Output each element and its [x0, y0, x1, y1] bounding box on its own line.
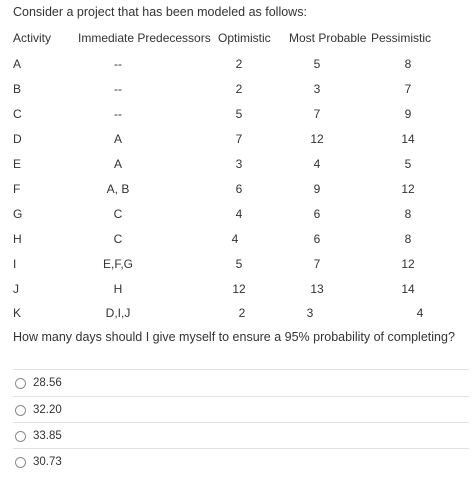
- radio-button[interactable]: [15, 457, 26, 468]
- optimistic-cell: 6: [235, 182, 243, 196]
- most-probable-cell: 3: [306, 306, 314, 320]
- answer-option-label: 33.85: [33, 430, 62, 442]
- optimistic-cell: 12: [232, 282, 246, 296]
- optimistic-cell: 2: [235, 57, 243, 71]
- header-predecessors: Immediate Predecessors: [78, 31, 211, 45]
- pessimistic-cell: 8: [404, 57, 412, 71]
- radio-button[interactable]: [15, 405, 26, 416]
- answer-option[interactable]: [13, 369, 469, 396]
- predecessor-cell: A, B: [106, 182, 130, 196]
- header-pessimistic: Pessimistic: [371, 31, 432, 45]
- answer-option-label: 32.20: [33, 404, 62, 416]
- activity-cell: K: [13, 306, 22, 320]
- most-probable-cell: 3: [313, 82, 321, 96]
- optimistic-cell: 2: [238, 306, 246, 320]
- most-probable-cell: 13: [310, 282, 324, 296]
- predecessor-cell: A: [113, 132, 123, 146]
- optimistic-cell: 3: [235, 157, 243, 171]
- header-activity: Activity: [13, 31, 52, 45]
- most-probable-cell: 12: [310, 132, 324, 146]
- optimistic-cell: 5: [235, 107, 243, 121]
- pessimistic-cell: 8: [404, 232, 412, 246]
- activity-cell: G: [13, 207, 23, 221]
- pessimistic-cell: 14: [401, 132, 415, 146]
- radio-button[interactable]: [15, 431, 26, 442]
- radio-button[interactable]: [15, 378, 26, 389]
- activity-cell: B: [13, 82, 22, 96]
- answer-option[interactable]: [13, 448, 469, 475]
- pessimistic-cell: 4: [416, 306, 424, 320]
- most-probable-cell: 4: [313, 157, 321, 171]
- intro-text: Consider a project that has been modeled as follows:: [13, 5, 307, 19]
- predecessor-cell: A: [113, 157, 123, 171]
- optimistic-cell: 5: [235, 257, 243, 271]
- optimistic-cell: 4: [231, 232, 239, 246]
- pessimistic-cell: 9: [404, 107, 412, 121]
- predecessor-cell: E,F,G: [102, 257, 134, 271]
- pessimistic-cell: 14: [401, 282, 415, 296]
- most-probable-cell: 5: [313, 57, 321, 71]
- predecessor-cell: --: [114, 57, 122, 71]
- predecessor-cell: --: [114, 82, 122, 96]
- activity-cell: J: [13, 282, 19, 296]
- activity-cell: F: [13, 182, 21, 196]
- most-probable-cell: 6: [313, 207, 321, 221]
- predecessor-cell: C: [113, 207, 123, 221]
- activity-cell: A: [13, 57, 22, 71]
- activity-cell: D: [13, 132, 22, 146]
- header-optimistic: Optimistic: [218, 31, 271, 45]
- most-probable-cell: 9: [313, 182, 321, 196]
- answer-option-label: 30.73: [33, 456, 62, 468]
- optimistic-cell: 2: [235, 82, 243, 96]
- pessimistic-cell: 7: [404, 82, 412, 96]
- activity-cell: H: [13, 232, 22, 246]
- activity-cell: E: [13, 157, 22, 171]
- pessimistic-cell: 5: [404, 157, 412, 171]
- pessimistic-cell: 12: [401, 257, 415, 271]
- answer-option-label: 28.56: [33, 377, 62, 389]
- pessimistic-cell: 8: [404, 207, 412, 221]
- optimistic-cell: 7: [235, 132, 243, 146]
- most-probable-cell: 7: [313, 107, 321, 121]
- answer-option[interactable]: [13, 396, 469, 423]
- most-probable-cell: 7: [313, 257, 321, 271]
- most-probable-cell: 6: [313, 232, 321, 246]
- pessimistic-cell: 12: [401, 182, 415, 196]
- answer-option[interactable]: [13, 422, 469, 449]
- predecessor-cell: H: [113, 282, 123, 296]
- header-most-probable: Most Probable: [289, 31, 367, 45]
- predecessor-cell: D,I,J: [105, 306, 131, 320]
- activity-cell: I: [13, 257, 17, 271]
- question-text: How many days should I give myself to ensure a 95% probability of completing?: [13, 330, 455, 344]
- activity-cell: C: [13, 107, 22, 121]
- predecessor-cell: C: [113, 232, 123, 246]
- predecessor-cell: --: [114, 107, 122, 121]
- optimistic-cell: 4: [235, 207, 243, 221]
